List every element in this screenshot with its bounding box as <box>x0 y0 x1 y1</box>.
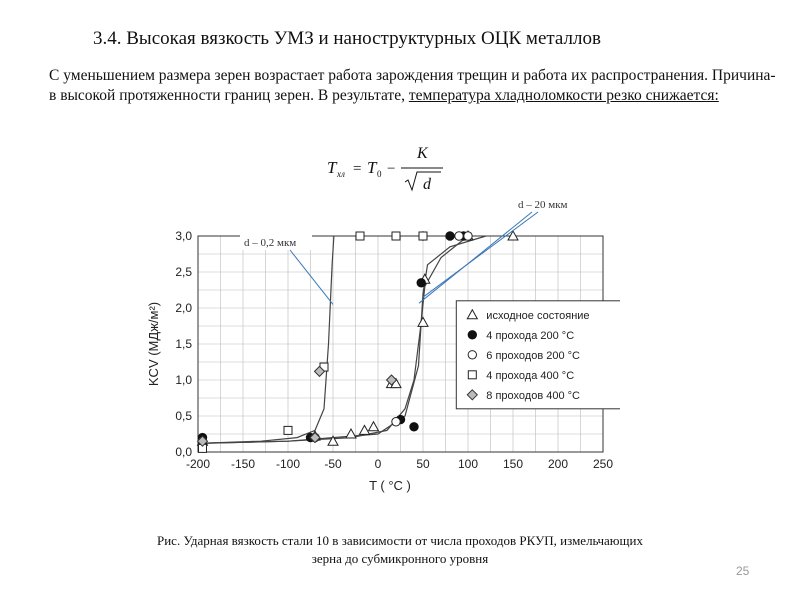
data-point <box>446 232 454 240</box>
legend-marker <box>468 331 476 339</box>
annotation-leader <box>290 250 333 304</box>
data-point <box>419 232 427 240</box>
data-point <box>356 232 364 240</box>
formula-minus: − <box>387 161 396 177</box>
legend-label: исходное состояние <box>486 309 590 322</box>
legend-marker <box>468 351 476 359</box>
y-axis-label: KCV (МДж/м²) <box>146 301 161 387</box>
x-tick-label: -150 <box>230 457 256 471</box>
y-tick-label: 1,5 <box>175 337 192 351</box>
page-number: 25 <box>736 564 750 578</box>
data-point <box>360 425 370 434</box>
x-tick-label: 0 <box>374 457 382 471</box>
body-paragraph <box>49 66 784 106</box>
y-tick-label: 2,5 <box>175 265 192 279</box>
y-tick-label: 3,0 <box>175 229 192 243</box>
x-tick-label: 150 <box>502 457 524 471</box>
data-point <box>369 422 379 431</box>
data-point <box>346 429 356 438</box>
legend-label: 4 прохода 400 °С <box>486 369 575 382</box>
slide-title: 3.4. Высокая вязкость УМЗ и наноструктурных ОЦК металлов <box>93 28 601 49</box>
kcv-chart <box>140 200 620 510</box>
formula-eq: = <box>353 161 362 177</box>
formula <box>325 140 445 195</box>
caption-line-1: Рис. Ударная вязкость стали 10 в зависимости от числа проходов РКУП, измельчающих <box>157 533 643 548</box>
formula-lhs-t: T <box>327 158 337 177</box>
data-point <box>392 418 400 426</box>
legend-marker <box>468 371 476 379</box>
data-point <box>417 279 425 287</box>
fit-curve <box>198 236 486 443</box>
data-point <box>418 317 428 326</box>
formula-t0: T <box>367 158 377 177</box>
formula-t0-sub: 0 <box>377 169 382 179</box>
formula-denominator: d <box>423 176 431 193</box>
x-tick-label: -100 <box>275 457 301 471</box>
figure-caption <box>60 532 740 568</box>
data-point <box>410 423 418 431</box>
x-tick-label: 200 <box>547 457 569 471</box>
legend-label: 8 проходов 400 °С <box>486 389 580 402</box>
formula-numerator: K <box>417 145 428 162</box>
legend-label: 6 проходов 200 °С <box>486 349 580 362</box>
y-tick-label: 0,0 <box>175 445 192 459</box>
fit-curve <box>198 236 334 443</box>
x-tick-label: -200 <box>185 457 211 471</box>
x-tick-label: 50 <box>416 457 430 471</box>
data-point <box>392 232 400 240</box>
annotation-label: d – 0,2 мкм <box>244 237 297 249</box>
legend <box>456 301 620 409</box>
caption-line-2: зерна до субмикронного уровня <box>311 551 489 566</box>
x-axis-label: T ( °C ) <box>369 478 411 493</box>
x-tick-label: -50 <box>324 457 342 471</box>
x-tick-label: 100 <box>457 457 479 471</box>
legend-label: 4 прохода 200 °С <box>486 329 575 342</box>
paragraph-text: С уменьшением размера зерен возрастает работа зарождения трещин и работа их распространения. Причина- в высокой протяженности границ зерен. В результате, <box>49 67 776 104</box>
formula-lhs-sub: хл <box>337 169 345 179</box>
y-tick-label: 0,5 <box>175 409 192 423</box>
y-tick-label: 2,0 <box>175 301 192 315</box>
data-point <box>455 232 463 240</box>
data-point <box>464 232 472 240</box>
paragraph-underlined-text: температура хладноломкости резко снижается: <box>408 87 719 104</box>
data-point <box>284 426 292 434</box>
y-tick-label: 1,0 <box>175 373 192 387</box>
x-tick-label: 250 <box>592 457 614 471</box>
annotation-label: d – 20 мкм <box>518 200 568 211</box>
